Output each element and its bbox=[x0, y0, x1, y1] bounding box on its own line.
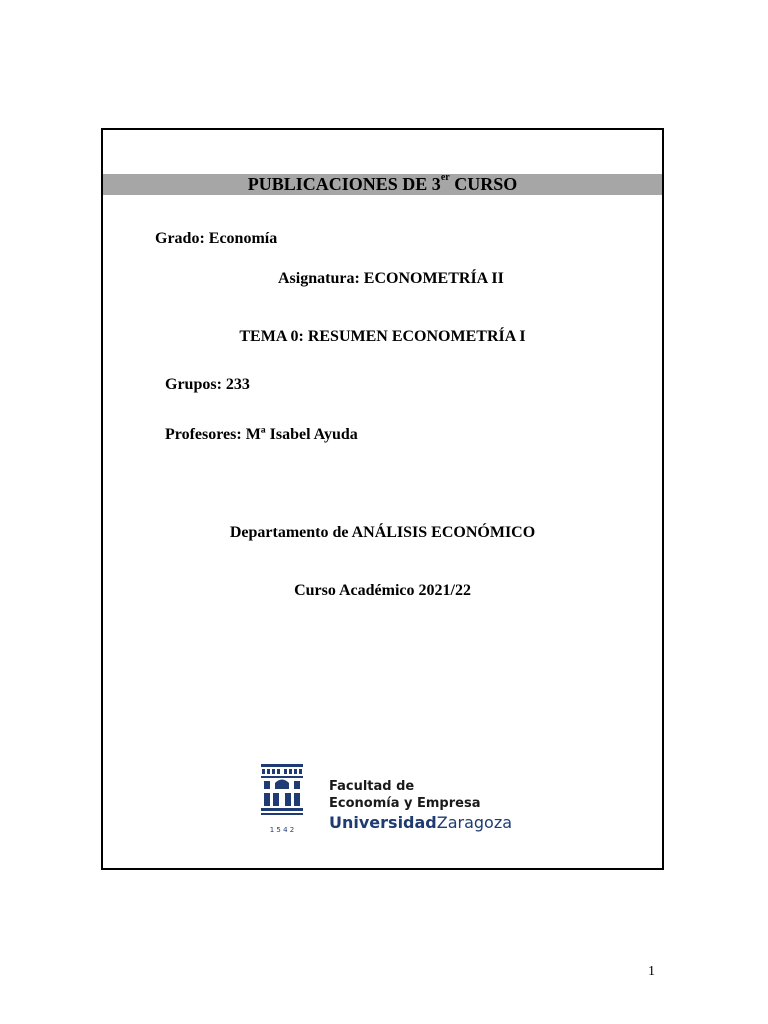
profesores-line: Profesores: Mª Isabel Ayuda bbox=[165, 426, 358, 443]
curso-line: Curso Académico 2021/22 bbox=[294, 582, 471, 599]
tema-line: TEMA 0: RESUMEN ECONOMETRÍA I bbox=[239, 328, 526, 345]
publication-banner bbox=[103, 174, 662, 195]
university-name-regular: Zaragoza bbox=[436, 813, 513, 832]
banner-title-superscript: er bbox=[440, 172, 450, 183]
university-building-icon bbox=[259, 762, 305, 838]
faculty-logo bbox=[259, 762, 513, 840]
page-number: 1 bbox=[648, 964, 655, 979]
banner-title-prefix: PUBLICACIONES DE 3 bbox=[247, 174, 441, 194]
university-name-bold: Universidad bbox=[329, 813, 437, 832]
grupos-line: Grupos: 233 bbox=[165, 376, 250, 393]
cover-frame bbox=[101, 128, 664, 870]
banner-title-suffix: CURSO bbox=[449, 174, 518, 194]
logo-text bbox=[329, 778, 512, 833]
departamento-line: Departamento de ANÁLISIS ECONÓMICO bbox=[229, 524, 536, 541]
logo-year: 1 5 4 2 bbox=[269, 826, 295, 834]
asignatura-line: Asignatura: ECONOMETRÍA II bbox=[278, 270, 504, 287]
university-name bbox=[329, 813, 512, 833]
faculty-name-line1: Facultad de bbox=[329, 779, 415, 794]
faculty-name-line2: Economía y Empresa bbox=[329, 796, 481, 811]
grado-line: Grado: Economía bbox=[155, 230, 278, 247]
